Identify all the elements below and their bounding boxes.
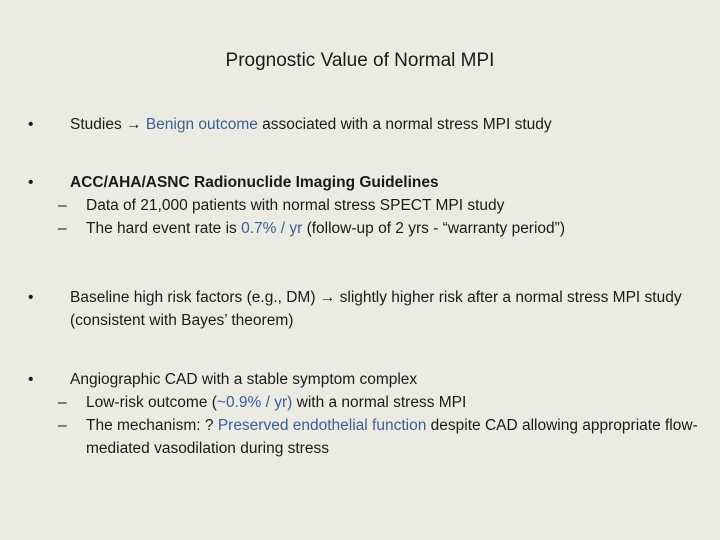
- dash-marker: –: [58, 417, 67, 434]
- bullet-angiographic-cad: [28, 368, 698, 460]
- sub-bullet-text: [86, 414, 698, 460]
- dash-marker: –: [58, 394, 67, 411]
- sub-bullet-text: [86, 217, 698, 240]
- mechanism-highlight: Preserved endothelial function: [217, 417, 427, 434]
- studies-lead: Studies: [70, 116, 127, 133]
- cad-heading: Angiographic CAD with a stable symptom complex: [70, 371, 418, 388]
- slide-title: Prognostic Value of Normal MPI: [225, 50, 495, 71]
- bullet-guidelines: [28, 171, 698, 240]
- sub-bullet-text: Data of 21,000 patients with normal stress SPECT MPI study: [86, 197, 505, 214]
- bullet-text: [70, 286, 698, 332]
- bullet-risk-factors: [28, 286, 698, 332]
- low-risk-lead: Low-risk outcome (: [86, 394, 217, 411]
- low-risk-rest: with a normal stress MPI: [292, 394, 467, 411]
- mechanism-rest: despite CAD allowing appropriate flow-mediated vasodilation during stress: [86, 417, 698, 457]
- event-rate-lead: The hard event rate is: [86, 220, 242, 237]
- guidelines-heading: ACC/AHA/ASNC Radionuclide Imaging Guidelines: [70, 174, 439, 191]
- sub-bullet-low-risk: [60, 391, 698, 414]
- event-rate-highlight: 0.7% / yr: [241, 220, 303, 237]
- bullet-marker: •: [28, 289, 34, 306]
- sub-bullet-data: [60, 194, 698, 217]
- mechanism-lead: The mechanism: ?: [86, 417, 218, 434]
- bullet-marker: •: [28, 116, 34, 133]
- bullet-studies: [28, 113, 698, 136]
- risk-lead: Baseline high risk factors (e.g., DM): [70, 289, 320, 306]
- sub-bullet-mechanism: [60, 414, 698, 460]
- dash-marker: –: [58, 220, 67, 237]
- event-rate-rest: (follow-up of 2 yrs - “warranty period”): [302, 220, 565, 237]
- sub-bullet-event-rate: [60, 217, 698, 240]
- sub-bullet-text: [86, 391, 698, 414]
- bullet-marker: •: [28, 174, 34, 191]
- arrow-right-icon: →: [126, 116, 142, 133]
- benign-outcome-highlight: Benign outcome: [145, 116, 258, 133]
- bullet-text: [70, 113, 698, 136]
- dash-marker: –: [58, 197, 67, 214]
- bullet-marker: •: [28, 371, 34, 388]
- low-risk-highlight: ~0.9% / yr): [216, 394, 293, 411]
- risk-rest: slightly higher risk after a normal stress MPI study (consistent with Bayes’ theorem): [70, 289, 682, 329]
- studies-rest: associated with a normal stress MPI study: [257, 116, 552, 133]
- arrow-right-icon: →: [319, 289, 336, 306]
